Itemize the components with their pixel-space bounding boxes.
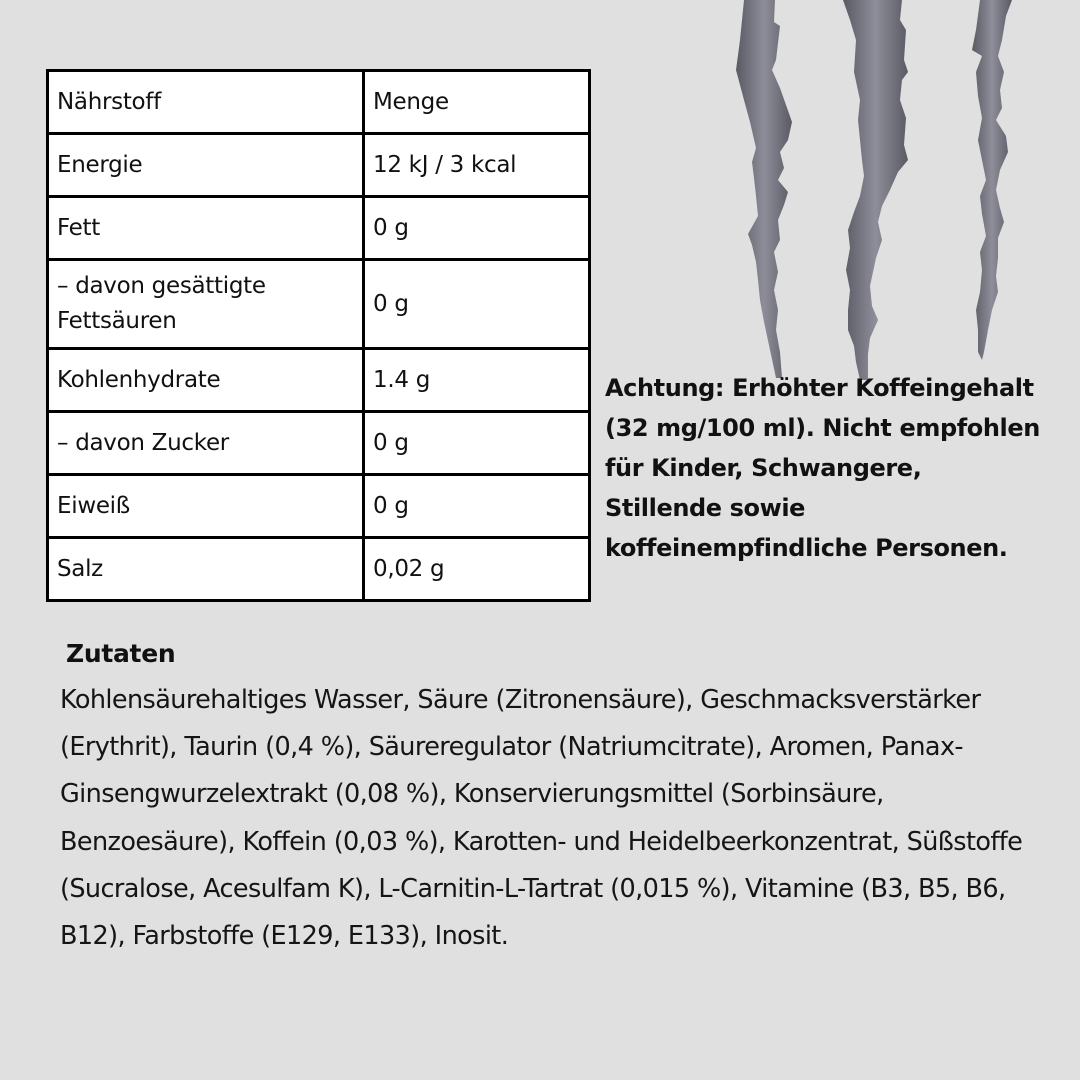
- nutrient-amount: 12 kJ / 3 kcal: [364, 134, 590, 197]
- header-nutrient: Nährstoff: [48, 71, 364, 134]
- caffeine-warning: Achtung: Erhöhter Koffeingehalt (32 mg/100 ml). Nicht empfohlen für Kinder, Schwangere, Stillende sowie koffeinempfindliche Personen.: [605, 374, 1040, 562]
- table-row: [48, 134, 590, 197]
- nutrient-amount: 0 g: [364, 412, 590, 475]
- nutrient-amount: 0,02 g: [364, 538, 590, 601]
- nutrient-amount: 0 g: [364, 197, 590, 260]
- header-amount: Menge: [364, 71, 590, 134]
- table-row: [48, 349, 590, 412]
- nutrition-table: [46, 69, 591, 602]
- table-row: [48, 197, 590, 260]
- nutrient-name: – davon Zucker: [48, 412, 364, 475]
- table-row: [48, 538, 590, 601]
- table-header-row: [48, 71, 590, 134]
- nutrient-amount: 0 g: [364, 475, 590, 538]
- nutrient-name: Salz: [48, 538, 364, 601]
- table-row: [48, 412, 590, 475]
- table-row: [48, 260, 590, 349]
- table-row: [48, 475, 590, 538]
- nutrient-amount: 0 g: [364, 260, 590, 349]
- nutrient-amount: 1.4 g: [364, 349, 590, 412]
- nutrient-name: Energie: [48, 134, 364, 197]
- ingredients-title: Zutaten: [66, 639, 176, 668]
- ingredients-list: Kohlensäurehaltiges Wasser, Säure (Zitronensäure), Geschmacksverstärker (Erythrit), Taurin (0,4 %), Säureregulator (Natriumcitrate), Aromen, Panax-Ginsengwurzelextrakt (0,08 %), Konservierungsmittel (Sorbinsäure, Benzoesäure), Koffein (0,03 %), Karotten- und Heidelbeerkonzentrat, Süßstoffe (Sucralose, Acesulfam K), L-Carnitin-L-Tartrat (0,015 %), Vitamine (B3, B5, B6, B12), Farbstoffe (E129, E133), Inosit.: [60, 685, 1023, 952]
- nutrient-name: – davon gesättigte Fettsäuren: [48, 260, 364, 349]
- nutrient-name: Kohlenhydrate: [48, 349, 364, 412]
- nutrient-name: Eiweiß: [48, 475, 364, 538]
- nutrient-name: Fett: [48, 197, 364, 260]
- claw-marks-icon: [700, 0, 1080, 380]
